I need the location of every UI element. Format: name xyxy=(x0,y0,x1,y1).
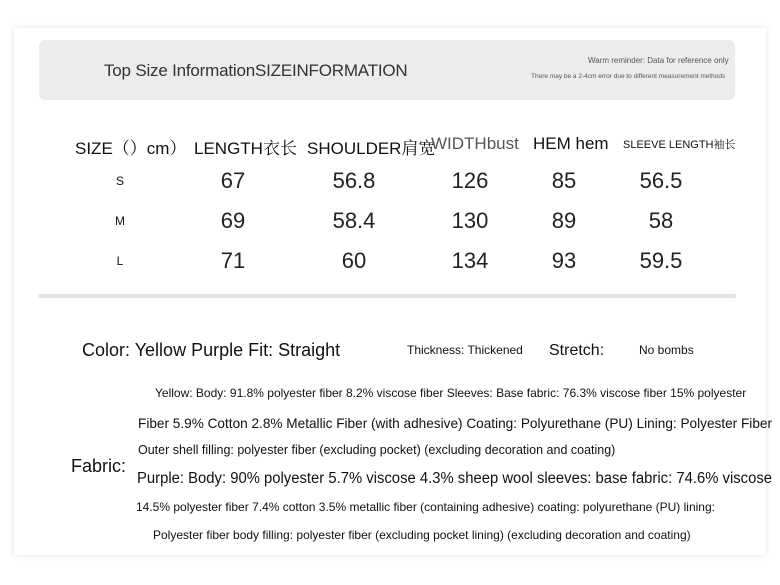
column-header-length: LENGTH衣长 xyxy=(194,139,297,158)
table-cell: 69 xyxy=(220,208,246,233)
fabric-line: Polyester fiber body filling: polyester fiber (excluding pocket lining) (excluding decoration and coating) xyxy=(153,528,691,542)
section-divider xyxy=(38,294,736,298)
measurement-error-note: There may be a 2-4cm error due to different measurement methods xyxy=(531,73,726,80)
fabric-line: Fiber 5.9% Cotton 2.8% Metallic Fiber (with adhesive) Coating: Polyurethane (PU) Lining: Polyester Fiber xyxy=(138,415,772,431)
table-cell: 130 xyxy=(451,208,489,233)
page-title: Top Size InformationSIZEINFORMATION xyxy=(104,61,408,80)
table-row-size: L xyxy=(116,254,124,268)
table-row-size: S xyxy=(115,174,124,188)
column-header-width: WIDTHbust xyxy=(431,134,519,153)
color-fit-text: Color: Yellow Purple Fit: Straight xyxy=(82,340,341,360)
column-header-sleeve-length: SLEEVE LENGTH袖长 xyxy=(623,139,736,151)
table-cell: 89 xyxy=(551,208,577,233)
table-cell: 59.5 xyxy=(639,248,683,273)
fabric-line: Yellow: Body: 91.8% polyester fiber 8.2% viscose fiber Sleeves: Base fabric: 76.3% viscose fiber 15% polyester xyxy=(155,386,747,400)
table-cell: 71 xyxy=(220,248,246,273)
thickness-text: Thickness: Thickened xyxy=(407,343,523,357)
column-header-size: SIZE（）cm） xyxy=(75,139,187,158)
warm-reminder-note: Warm reminder: Data for reference only xyxy=(588,56,729,65)
table-cell: 67 xyxy=(220,168,246,193)
table-cell: 134 xyxy=(451,248,489,273)
stretch-value: No bombs xyxy=(639,343,694,357)
column-header-shoulder: SHOULDER肩宽 xyxy=(307,139,436,158)
table-cell: 58.4 xyxy=(332,208,376,233)
column-header-hem: HEM hem xyxy=(533,134,609,153)
fabric-line: Purple: Body: 90% polyester 5.7% viscose 4.3% sheep wool sleeves: base fabric: 74.6% viscose xyxy=(137,470,772,487)
table-cell: 126 xyxy=(451,168,489,193)
table-cell: 85 xyxy=(551,168,577,193)
table-cell: 56.8 xyxy=(332,168,376,193)
table-cell: 58 xyxy=(648,208,674,233)
table-cell: 56.5 xyxy=(639,168,683,193)
table-cell: 60 xyxy=(341,248,367,273)
fabric-label: Fabric: xyxy=(71,456,127,476)
stretch-label: Stretch: xyxy=(549,342,605,359)
fabric-line: 14.5% polyester fiber 7.4% cotton 3.5% metallic fiber (containing adhesive) coating: polyurethane (PU) lining: xyxy=(136,500,715,514)
table-row-size: M xyxy=(115,214,125,228)
fabric-line: Outer shell filling: polyester fiber (excluding pocket) (excluding decoration and coating) xyxy=(138,443,616,457)
table-cell: 93 xyxy=(551,248,577,273)
